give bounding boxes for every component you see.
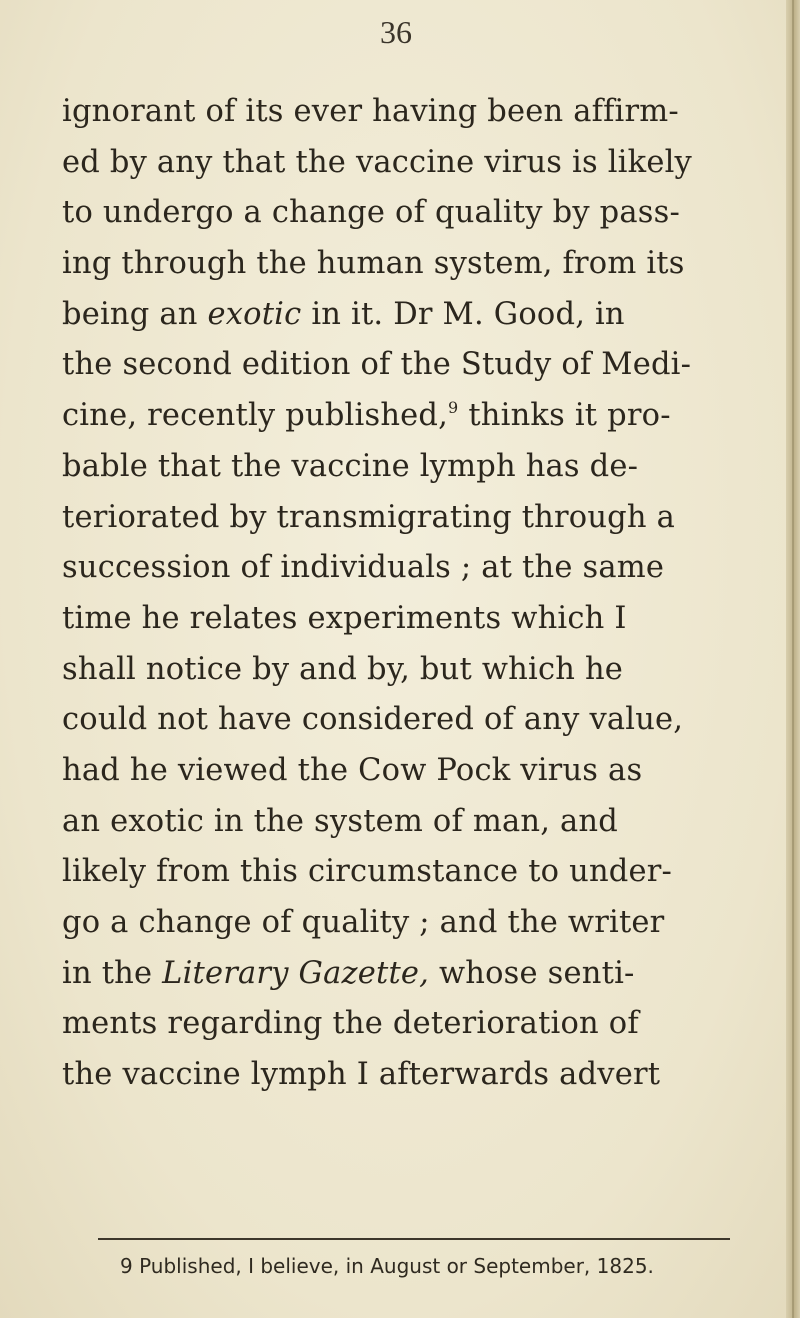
footnote-text: Published, I believe, in August or September, 1825. [139,1254,654,1278]
text-line: ignorant of its ever having been affirm- [62,94,679,129]
text-line: had he viewed the Cow Pock virus as [62,752,643,788]
text-line: the second edition of the Study of Medi- [62,347,692,383]
text-segment: in it. Dr M. Good, in [301,296,625,332]
text-line: time he relates experiments which I [62,600,627,636]
text-segment: in the [62,955,163,991]
text-line: the vaccine lymph I afterwards advert [62,1057,661,1093]
text-line: an exotic in the system of man, and [62,803,618,839]
text-line: teriorated by transmigrating through a [62,499,676,535]
text-line: to undergo a change of quality by pass- [62,195,680,231]
text-line: bable that the vaccine lymph has de- [62,448,639,484]
footnote-reference: 9 [448,398,459,418]
body-text [62,87,722,1101]
page-number: 36 [380,14,412,50]
text-line: could not have considered of any value, [62,702,684,738]
italic-text: Literary Gazette, [162,955,430,991]
text-segment: whose senti- [429,955,635,991]
text-line: ed by any that the vaccine virus is likely [62,144,692,180]
text-segment: cine, recently published, [62,398,449,434]
footnote [120,1252,740,1280]
text-line [62,949,722,1000]
text-line: succession of individuals ; at the same [62,550,665,586]
text-line: likely from this circumstance to under- [62,854,673,890]
text-line [62,290,722,341]
text-segment: being an [62,296,208,332]
text-segment: thinks it pro- [458,398,671,434]
text-line: ing through the human system, from its [62,246,685,282]
page-edge-line [792,0,794,1318]
italic-text: exotic [207,296,302,332]
footnote-marker: 9 [120,1254,133,1278]
text-line: shall notice by and by, but which he [62,651,624,687]
footnote-rule [98,1238,730,1240]
text-line: go a change of quality ; and the writer [62,905,665,940]
text-line [62,391,722,442]
text-line: ments regarding the deterioration of [62,1006,639,1042]
